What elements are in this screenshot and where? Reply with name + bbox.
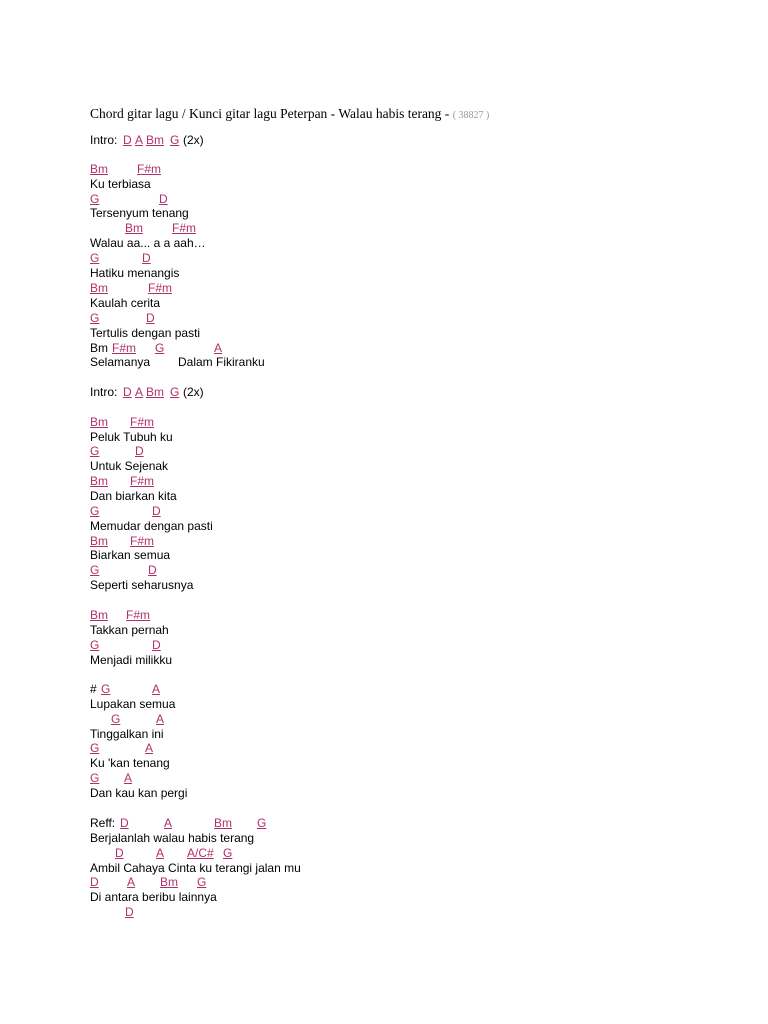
chord-link[interactable]: A [127,875,136,889]
chord-link[interactable]: G [111,712,121,726]
lyric-text: Selamanya [90,355,151,369]
chord-link[interactable]: G [257,816,267,830]
chord-link[interactable]: F#m [130,415,154,429]
chord-link[interactable]: D [146,311,155,325]
document-title [90,106,489,122]
chord-link[interactable]: G [90,444,100,458]
lyric-text: Kaulah cerita [90,296,161,310]
chord-link[interactable]: D [159,192,168,206]
chord-link[interactable]: F#m [137,162,161,176]
lyric-text: (2x) [183,385,204,399]
lyric-text: Takkan pernah [90,623,169,637]
lyric-text: Walau aa... a a aah… [90,236,206,250]
chord-link[interactable]: G [90,563,100,577]
lyric-text: Tinggalkan ini [90,727,164,741]
lyric-text: Ku terbiasa [90,177,151,191]
view-count: ( 38827 ) [452,110,490,121]
lyric-text: Peluk Tubuh ku [90,430,173,444]
chord-link[interactable]: A [124,771,133,785]
chord-link[interactable]: F#m [130,474,154,488]
chord-link[interactable]: Bm [90,474,108,488]
chord-link[interactable]: G [90,638,100,652]
lyric-text: Biarkan semua [90,548,171,562]
chord-link[interactable]: D [152,504,161,518]
chord-link[interactable]: Bm [214,816,232,830]
chord-link[interactable]: Bm [90,162,108,176]
lyric-text: Lupakan semua [90,697,176,711]
chord-link[interactable]: G [170,133,180,147]
chord-link[interactable]: Bm [146,385,164,399]
chord-link[interactable]: Bm [90,608,108,622]
chord-link[interactable]: F#m [172,221,196,235]
chord-link[interactable]: A [164,816,173,830]
chord-link[interactable]: F#m [130,534,154,548]
lyric-text: Ambil Cahaya Cinta ku terangi jalan mu [90,861,301,875]
lyric-text: Reff: [90,816,116,830]
chord-link[interactable]: G [90,741,100,755]
chord-link[interactable]: D [120,816,129,830]
chord-link[interactable]: D [135,444,144,458]
chord-link[interactable]: G [90,504,100,518]
chord-link[interactable]: G [197,875,207,889]
chord-link[interactable]: G [155,341,165,355]
chord-link[interactable]: A [152,682,161,696]
lyric-text: Bm [90,341,108,355]
chord-link[interactable]: Bm [90,534,108,548]
chord-link[interactable]: A/C# [187,846,214,860]
chord-link[interactable]: F#m [126,608,150,622]
lyric-text: Dalam Fikiranku [178,355,265,369]
lyric-text: Untuk Sejenak [90,459,169,473]
chord-link[interactable]: G [90,311,100,325]
lyric-text: Intro: [90,385,118,399]
chord-link[interactable]: G [90,251,100,265]
chord-link[interactable]: D [123,133,132,147]
chord-link[interactable]: D [142,251,151,265]
chord-link[interactable]: G [101,682,111,696]
chord-link[interactable]: Bm [125,221,143,235]
lyric-text: Seperti seharusnya [90,578,194,592]
chord-link[interactable]: G [90,771,100,785]
chord-link[interactable]: Bm [90,281,108,295]
lyric-text: # [90,682,97,696]
chord-link[interactable]: D [123,385,132,399]
lyric-text: Berjalanlah walau habis terang [90,831,255,845]
chord-link[interactable]: F#m [148,281,172,295]
lyric-text: Tertulis dengan pasti [90,326,201,340]
lyric-text: Memudar dengan pasti [90,519,213,533]
chord-link[interactable]: A [156,846,165,860]
chord-link[interactable]: D [125,905,134,919]
title-text: Chord gitar lagu / Kunci gitar lagu Peterpan - Walau habis terang - [90,106,450,121]
chord-link[interactable]: Bm [146,133,164,147]
lyric-text: Di antara beribu lainnya [90,890,217,904]
chord-link[interactable]: D [115,846,124,860]
chord-link[interactable]: D [148,563,157,577]
chord-link[interactable]: F#m [112,341,136,355]
chord-link[interactable]: G [90,192,100,206]
chord-link[interactable]: A [135,385,144,399]
chord-link[interactable]: Bm [90,415,108,429]
chord-link[interactable]: G [170,385,180,399]
lyric-text: Dan kau kan pergi [90,786,188,800]
lyric-text: Hatiku menangis [90,266,180,280]
lyric-text: Tersenyum tenang [90,206,189,220]
lyric-text: Menjadi milikku [90,653,173,667]
chord-link[interactable]: A [135,133,144,147]
chord-link[interactable]: A [145,741,154,755]
lyric-text: Intro: [90,133,118,147]
lyric-text: Ku 'kan tenang [90,756,170,770]
chord-link[interactable]: D [152,638,161,652]
chord-link[interactable]: G [223,846,233,860]
lyric-text: Dan biarkan kita [90,489,177,503]
chord-link[interactable]: D [90,875,99,889]
lyric-text: (2x) [183,133,204,147]
chord-link[interactable]: Bm [160,875,178,889]
chord-link[interactable]: A [214,341,223,355]
chord-link[interactable]: A [156,712,165,726]
